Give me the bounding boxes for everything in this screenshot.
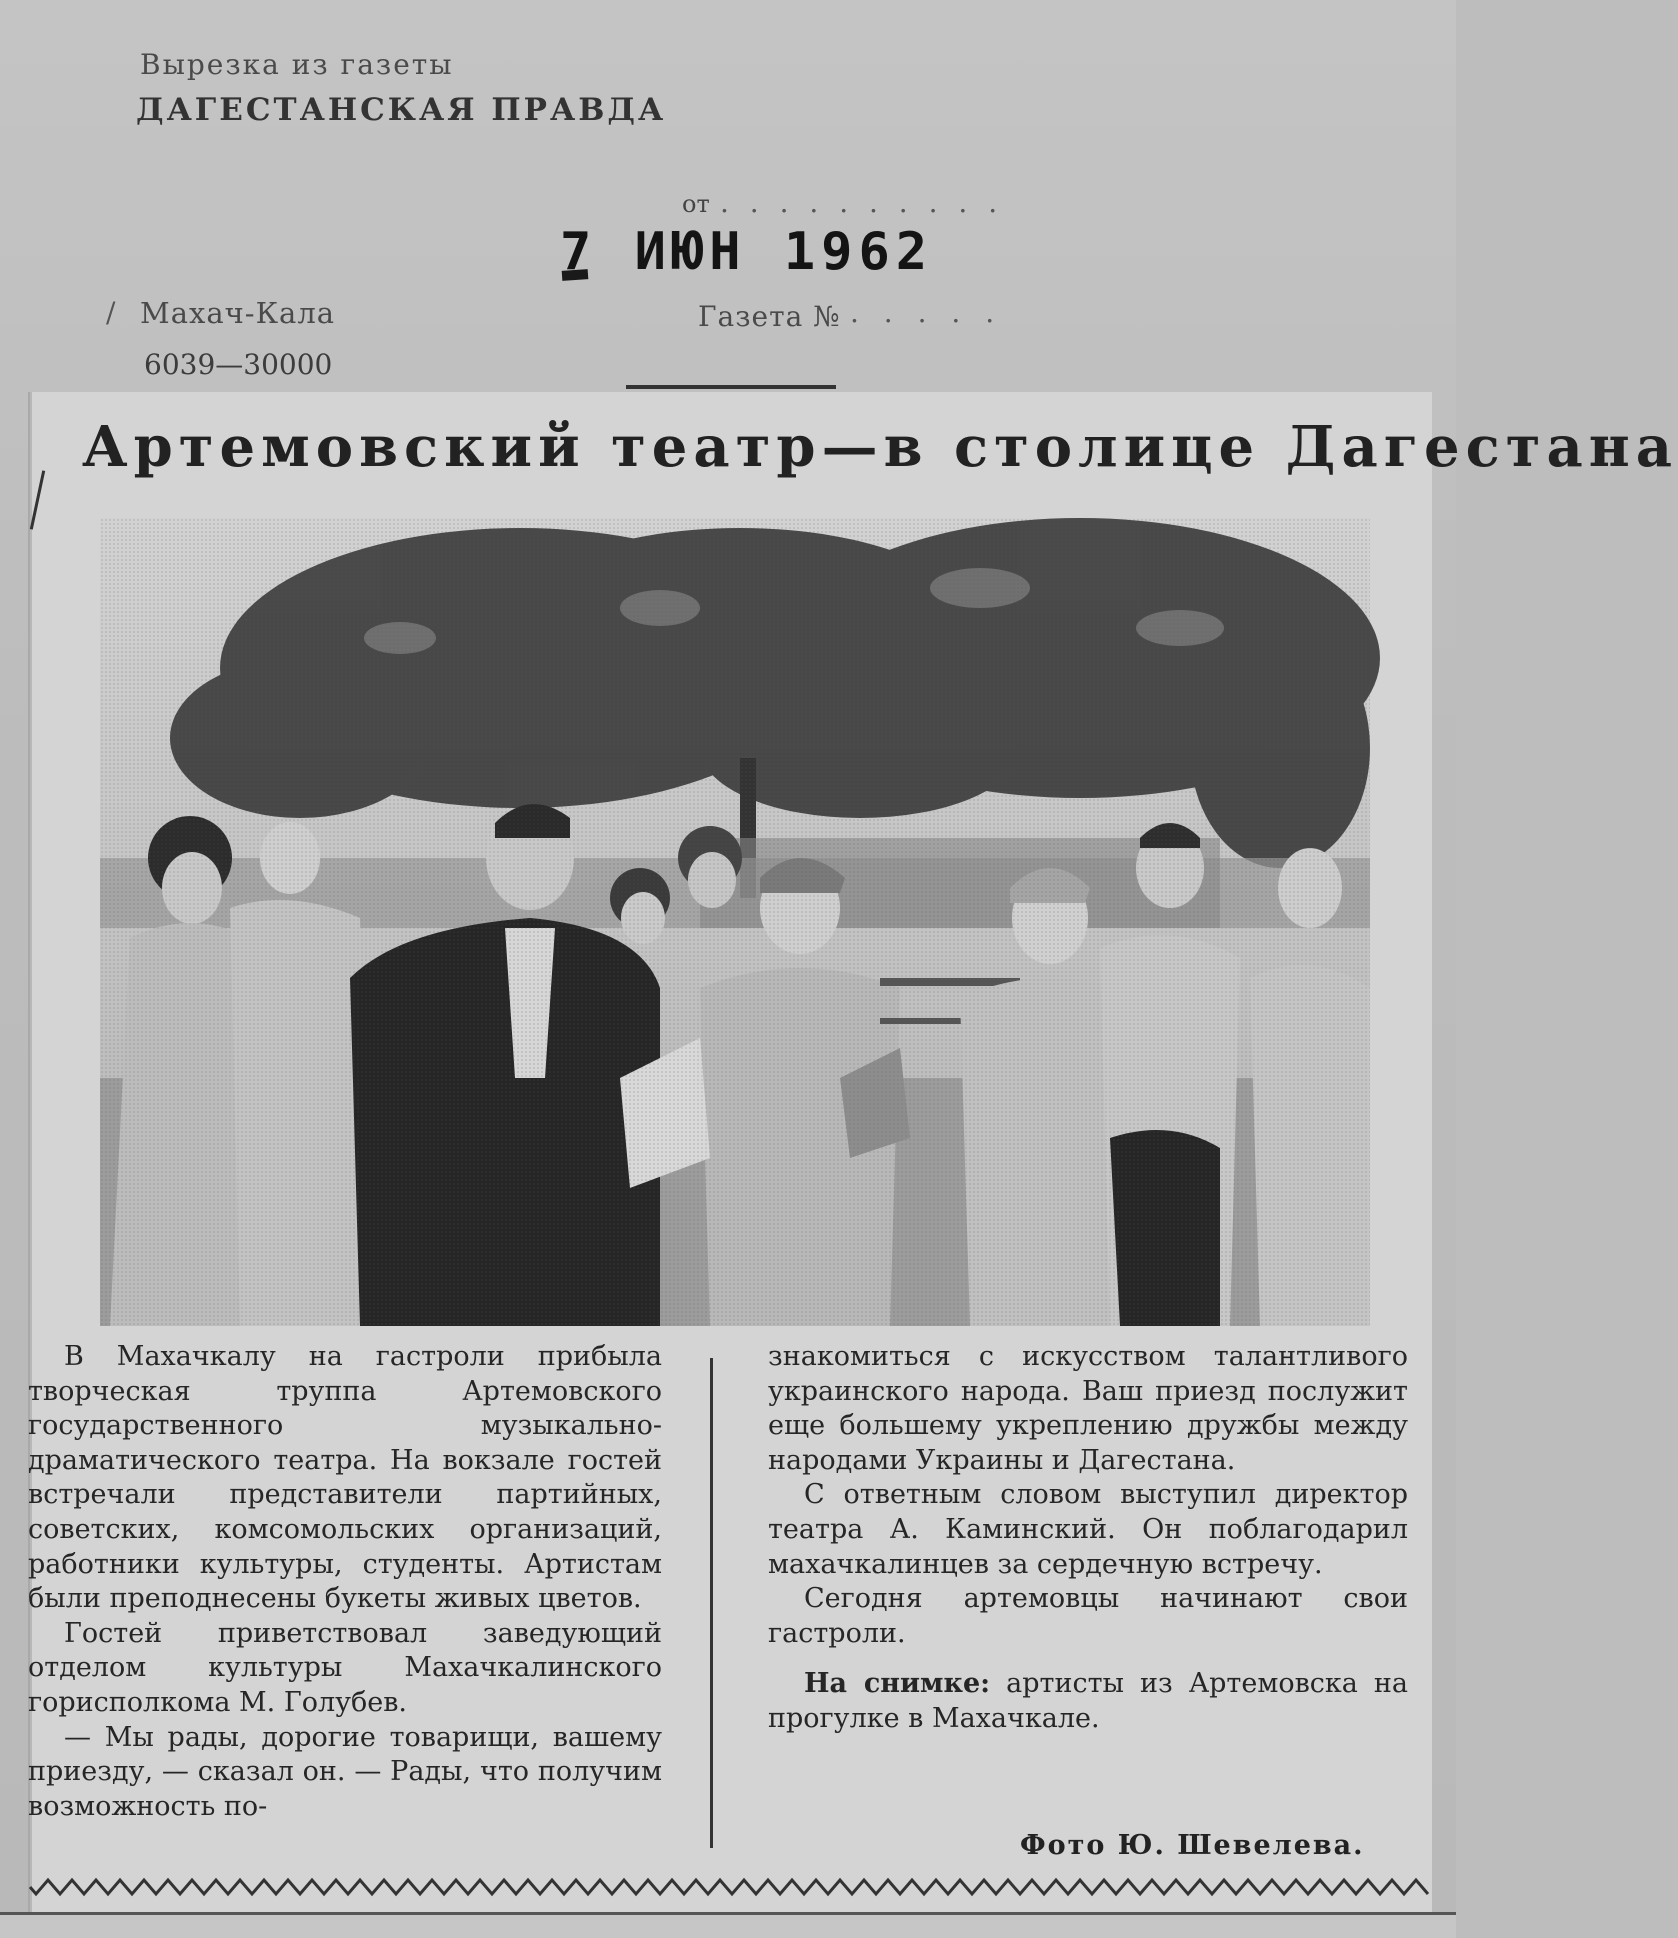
decorative-wave-rule (30, 1876, 1430, 1898)
group-photo (100, 518, 1370, 1326)
paragraph: Гостей приветствовал заведующий отделом культуры Махачкалинского горисполкома М. Голубев. (28, 1617, 662, 1718)
article-column-left (28, 1340, 662, 1824)
gazeta-number-dots: . . . . . (850, 296, 1003, 329)
date-from-label: от (682, 190, 710, 218)
paragraph: знакомиться с искусством талантливого украинского народа. Ваш приезд послужит еще большему укреплению дружбы между народами Украины и Дагестана. (768, 1341, 1408, 1476)
paragraph: С ответным словом выступил директор театра А. Каминский. Он поблагодарил махачкалинцев за сердечную встречу. (768, 1479, 1408, 1580)
article-column-right (768, 1340, 1408, 1737)
paragraph: Сегодня артемовцы начинают свои гастроли. (768, 1583, 1408, 1649)
date-fill-dots: . . . . . . . . . . (720, 186, 1004, 219)
city-label: Махач-Кала (140, 296, 336, 330)
page-bottom-edge (0, 1912, 1456, 1938)
clipping-label: Вырезка из газеты (140, 48, 454, 81)
photo-credit: Фото Ю. Шевелева. (1020, 1830, 1365, 1861)
header-rule (626, 385, 836, 389)
paragraph: — Мы рады, дорогие товарищи, вашему приезду, — сказал он. — Рады, что получим возможность по- (28, 1721, 662, 1822)
caption-lead: На снимке: (804, 1668, 991, 1700)
caption-text: артисты из Артемовска на прогулке в Махачкале. (768, 1668, 1408, 1734)
newspaper-name: ДАГЕСТАНСКАЯ ПРАВДА (136, 92, 667, 128)
photo-caption (768, 1667, 1408, 1736)
date-stamp: 7 ИЮН 1962 (560, 222, 934, 282)
column-divider (710, 1358, 713, 1848)
article-headline: Артемовский театр—в столице Дагестана (82, 414, 1678, 480)
pencil-mark: / (106, 296, 116, 329)
paragraph: В Махачкалу на гастроли прибыла творческая труппа Артемовского государственного музыкально-драматического театра. На вокзале гостей встречали представители партийных, советских, комсомольских организаций, работники культуры, студенты. Артистам были преподнесены букеты живых цветов. (28, 1341, 662, 1615)
print-code: 6039—30000 (144, 348, 333, 381)
gazeta-number-label: Газета № (698, 300, 841, 333)
